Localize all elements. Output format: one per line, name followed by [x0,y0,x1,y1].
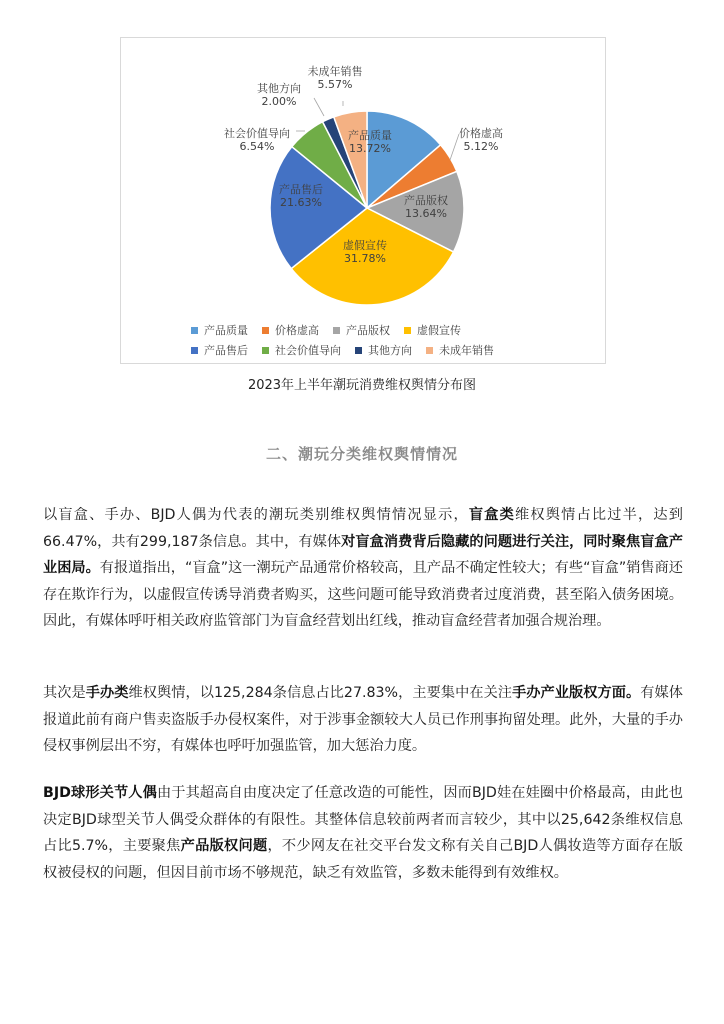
legend-swatch [262,347,269,354]
body-text: 有媒体报道此前有商户售卖盗版手办侵权案件，对于涉事金额较大人员已作刑事拘留处理。此外，大量的手办侵权事例层出不穷，有媒体也呼吁加强监管，加大惩治力度。 [43,685,683,754]
emphasis-text: 手办产业版权方面。 [512,685,641,701]
chart-legend [191,320,551,360]
leader-line-other [314,98,324,116]
legend-label: 产品售后 [204,344,248,357]
legend-item-after-sales [191,342,248,358]
legend-swatch [191,327,198,334]
data-label-social-values: 社会价值导向 6.54% [224,127,290,153]
legend-label: 产品版权 [346,324,390,337]
legend-item-false-advertising [404,322,461,338]
legend-item-price-inflated [262,322,319,338]
legend-swatch [426,347,433,354]
body-text: 有报道指出，“盲盒”这一潮玩产品通常价格较高，且产品不确定性较大；有些“盲盒”销售商还存在欺诈行为，以虚假宣传诱导消费者购买，这些问题可能导致消费者过度消费，甚至陷入债务困境。因此，有媒体呼吁相关政府监管部门为盲盒经营划出红线，推动盲盒经营者加强合规治理。 [43,560,683,629]
legend-item-product-quality [191,322,248,338]
emphasis-text: 盲盒类 [468,507,515,523]
legend-label: 未成年销售 [439,344,494,357]
pie-chart [121,38,607,365]
data-label-product-copyright: 产品版权 13.64% [404,194,448,220]
legend-label: 社会价值导向 [275,344,341,357]
paragraph-bjd-dolls [43,780,683,886]
data-label-product-quality: 产品质量 13.72% [348,129,392,155]
emphasis-text: 手办类 [85,685,129,701]
leader-line-price-inflated [450,134,459,160]
body-text: ，不少网友在社交平台发文称有关自己BJD人偶妆造等方面存在版权被侵权的问题，但因目前市场不够规范，缺乏有效监管，多数未能得到有效维权。 [43,838,683,881]
body-text: 由于其超高自由度决定了任意改造的可能性，因而BJD娃在娃圈中价格最高，由此也决定BJD球型关节人偶受众群体的有限性。其整体信息较前两者而言较少，其中以25,642条维权信息占比5.7%，主要聚焦 [43,785,683,854]
paragraph-figures [43,680,683,760]
body-text: 其次是 [43,685,86,701]
chart-caption: 2023年上半年潮玩消费维权舆情分布图 [247,378,477,393]
data-label-price-inflated: 价格虚高 5.12% [459,127,503,153]
legend-row [191,320,551,340]
emphasis-text: 对盲盒消费背后隐藏的问题进行关注，同时聚焦盲盒产业困局。 [43,533,683,576]
data-label-after-sales: 产品售后 21.63% [279,183,323,209]
pie-chart-frame [120,37,606,364]
data-label-minor-sales: 未成年销售 5.57% [307,65,363,91]
body-text: 维权舆情占比过半，达到66.47%，共有299,187条信息。其中，有媒体 [43,507,683,550]
body-text: 维权舆情，以125,284条信息占比27.83%，主要集中在关注 [128,685,513,701]
section-heading: 二、潮玩分类维权舆情情况 [265,445,458,463]
legend-swatch [191,347,198,354]
legend-swatch [262,327,269,334]
paragraph-blind-box [43,502,683,635]
emphasis-text: 产品版权问题 [180,838,268,854]
legend-item-minor-sales [426,342,494,358]
legend-item-social-values [262,342,341,358]
body-text: 以盲盒、手办、BJD人偶为代表的潮玩类别维权舆情情况显示， [43,507,469,523]
legend-row [191,340,551,360]
legend-label: 虚假宣传 [417,324,461,337]
legend-item-other [355,342,412,358]
data-label-false-advertising: 虚假宣传 31.78% [343,239,387,265]
legend-swatch [404,327,411,334]
data-label-other: 其他方向 2.00% [257,82,301,108]
emphasis-text: BJD球形关节人偶 [43,785,157,801]
legend-label: 其他方向 [368,344,412,357]
legend-swatch [355,347,362,354]
legend-label: 产品质量 [204,324,248,337]
legend-item-product-copyright [333,322,390,338]
legend-swatch [333,327,340,334]
legend-label: 价格虚高 [275,324,319,337]
